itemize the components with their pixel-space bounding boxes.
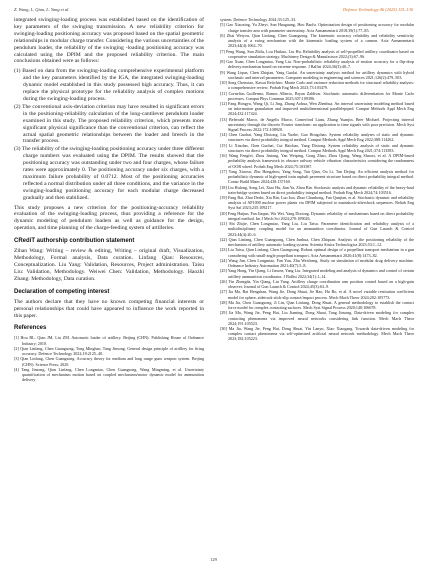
reference-item[interactable]: [21] Shi Zhijie, Chen Longmiao, Yang Liu, Liu Taisu. Parameter identification and reliability analysis of a multidisciplinary coupling model for an ammunition coordinator. Journal of Gun Launch & Control 2023;44(4):20–6. <box>220 221 414 237</box>
page-number: 129 <box>210 557 217 562</box>
reference-item[interactable]: [23] Liu Taisu, Qian Linfang, Chen Guangsong. Robust optimal design of a propellant transport mechanism in a gun considering with small-angle propellant transport. Acta Armamentarii 2020;41(8):1473–82. <box>220 247 414 258</box>
reference-item[interactable]: [13] Belerrahi Marco, de Angelis Marco, Comerford Liam, Zhang Yuanjin, Beer Michael. Projecting interval uncertainty through the discrete Fourier transform: an application to time signals with poor precision. Mech Syst Signal Process 2022;172:108920. <box>220 116 414 132</box>
conclusion-item: (2) The conventional axis-deviation criterion may have resulted in significant errors in the positioning-reliability calculation of the long-cantilever pendulum loader examined in this study. The proposed reliability criterion, which presents more significant physical significance than the conventional criterion, can reflect the actual spatial geometric relationships between the loader and breech in the transfer process. <box>14 103 204 145</box>
header-journal[interactable]: Defence Technology 46 (2025) 115–130 <box>343 7 413 12</box>
conclusion-list <box>14 68 204 201</box>
reference-item[interactable]: [22] Qian Linfang, Chen Guangsong, Chen Junhua, Chen Zhiquan. Analysis of the positioning reliability of the mechanism of artillery automatic loading system. Scientia Sinica Technologica 2023;53:1–12. <box>220 236 414 248</box>
reference-item[interactable]: [27] Jia Ma, Bai Hengshan, Wang Jie, Dong Shuai, Jie Hao, Hu Bo, et al. A novel variable restitution coefficient model for sphere–sidetrack stick-slip contact/impact process. Mech Mach Theor 2024;202:105773. <box>220 289 414 300</box>
reference-item[interactable]: [26] Yin Zhengda, Yin Qiang, Liu Yang. Artillery charge coordination arm position control based on a high-gain observer. Journal of Gun Launch & Control 2024;45(3):63–9. <box>220 278 414 290</box>
credit-heading: CRediT authorship contribution statement <box>14 238 135 245</box>
reference-item[interactable]: [7] Peng Wang, Sun Zhilu, Lou Huikuo, Liu Hu. Reliability analysis of self-propelled artillery coordinator based on cooperative simulation strategy. Machinery Design & Manufacture 2022;(3):67–96. <box>220 48 414 59</box>
reference-list-right <box>220 17 414 342</box>
declaration-text: The authors declare that they have no known competing financial interests or personal relationships that could have appeared to influence the work reported in this paper. <box>14 298 204 319</box>
credit-text: Zihan Wang: Writing – review & editing, Writing – original draft, Visualization, Methodology, Formal analysis, Data curation. Linfang Qian: Resources, Conceptualization. Liu Yang: Validation, Resources, Project administration. Taisu Liu: Validation, Methodology. Weiwei Chen: Validation, Methodology. Haozhi Zhang: Methodology, Data curation. <box>14 248 204 282</box>
reference-item[interactable]: [10] Song Chenxiao, Kawai Reiichiro. Monte Carlo and variance reduction methods for structural reliability analysis: a comprehensive review. Probab Eng Mech 2023;73:103479. <box>220 80 414 91</box>
reference-item[interactable]: [8] Gao Xuan, Chen Longmiao, Yang Liu. Non-probabilistic reliability analysis of motion accuracy for a flip-drop delivery mechanism based on extreme response. J Ballist 2024;36(3):40–7. <box>220 59 414 70</box>
reference-item[interactable]: [15] Li Xiaolan, Chen Guohai, Cui Haichao, Yang Dixiong. System reliability analysis of static and dynamic structures via direct probability integral method. Comput Methods Appl Mech Eng 2021;374:113583. <box>220 142 414 153</box>
reference-item[interactable]: [6] Zhai Weiyou, Qian Linfang, Chen Guangsong. The kinematic accuracy reliability and reliability sensitivity analysis of a swing mechanism with the kinematic loading system of a cannon. Acta Armamentarii 2023;44(4):1062–70. <box>220 32 414 49</box>
reference-item[interactable]: [16] Wang Fengfei, Zhou Jintong, Yan Weiping, Gong Zhao, Zhou Qiang, Wang Shaoxi, et al. A DPIM-based probability analysis framework in obscure railway vehicle vibration characteristics considering the randomness of OOR wheel. Probab Eng Mech 2024;75:103587. <box>220 153 414 169</box>
conclusion-item: (3) The reliability of the swinging-loading positioning accuracy under three different charge numbers was evaluated using the DPIM. The results showed that the positioning accuracy was outstanding under two and four charges, whose failure rates were approximately 0. The positioning accuracy under six charges, with a maximum failure probability of 0.0712. Most of the positioning accuracies reflected a normal distribution under all three conditions, and the variance in the swinging-loading positioning accuracy for each modular charge decreased gradually and then stabilized. <box>14 146 204 201</box>
reference-item[interactable]: [11] Cornelius Guillermo, Ramos Alberto, Bryan Zaldivar. Stochastic automatic differentiation for Monte Carlo processes. Comput Phys Commun 2025;307:109396. <box>220 90 414 101</box>
reference-item[interactable]: [5] Gao Xiaoxing, Yu Zheyi, Sun Huaguang, Hou Baolu. Optimization design of positioning accuracy for modular charge transfer arm with parameter uncertainty. Acta Armamentarii 2018;39(1):77–85. <box>220 22 414 33</box>
reference-item[interactable]: system. Defence Technology 2024;33:125–33. <box>220 17 297 22</box>
reference-item[interactable]: [14] Chen Guohai, Yang Dixiong, Liu Yuzhe, Guo Hongchao. System reliability analyses of static and dynamic structures via direct probability integral method. Comput Methods Appl Mech Eng 2022;388:114262. <box>220 132 414 143</box>
reference-item[interactable]: [19] Fang Bai, Zhai Deshi, Xia Bin, Luo Jun, Zhao Chunhong, Fan Qunjian, et al. Stochastic dynamic and reliability analysis of AP1000 nuclear power plants via DPIM subjected to mainshock-aftershock sequences. Reliab Eng Syst Saf 2023;235:109217. <box>220 195 414 211</box>
reference-item[interactable]: [20] Feng Haijun, Fan Jiaqun, Wu Wei, Yang Dixiong. Dynamic reliability of mechanisms based on direct probability integral method. Int J Mech Sci 2024;270:109026. <box>220 210 414 221</box>
reference-item[interactable]: [3] Qian Linfang, Chen Guangsong. Accuracy theory for medium and long range guns weapon system. Beijing (CHN): Science Press; 2020. <box>14 356 204 367</box>
reference-item[interactable]: [1] Hou BL, Qian JM, Liu ZM. Automatic loader of artillery. Beijing (CHN): Publishing House of Ordnance Industry; 2010. <box>14 335 204 346</box>
reference-item[interactable]: [17] Yang Xiaoxu, Zhu Hongzhou, Yang Song, Tan Qian, Ou Li, Tan Dejing. An efficient analysis method for probabilistic dynamic of high-speed train asphalt pavement structure based on direct probability integral method. Constr Build Mater 2024;438:137160. <box>220 168 414 185</box>
reference-item[interactable]: [18] Liu Hulong, Song Lei, Xiao Hu, Jian Ya, Zhou Bin. Stochastic analysis and dynamic reliability of the heavy-haul train-bridge system based on direct probability integral method. Probab Eng Mech 2024;74:103516. <box>220 184 414 195</box>
declaration-heading: Declaration of competing interest <box>14 288 110 295</box>
header-authors: Z. Wang, L. Qian, L. Yang et al. <box>14 7 70 12</box>
conclusion-item: (1) Based on data from the swinging-loading comprehensive experimental platform and the key parameters identified by the IGA, the integrated swinging-loading dynamic model established in this study possessed high accuracy. Thus, it can replace the physical prototype for the reliability analysis of complex motions during the swinging-loading process. <box>14 68 204 102</box>
reference-item[interactable]: [24] Wang Jun, Chen Longmiao, Fan Yun, Zhu Weicheng. Study on simulation of modular drug delivery machine. Ordnance Industry Automation 2021;40(7):5–8. <box>220 257 414 269</box>
left-column <box>14 17 204 548</box>
reference-item[interactable]: [9] Wang Liqun, Chen Zhiqian, Yang Guolai. An uncertainty analysis method for artillery dynamics with hybrid stochastic and interval parameters. Computer modeling in engineering and sciences 2021;126(2):479–503. <box>220 69 414 80</box>
right-column <box>220 17 414 548</box>
reference-item[interactable]: [30] Ma Jia, Wang Jie, Peng Hui, Dong Shuai, Yin Lanyu, Xiao Xiaogang. Towards data-driven modeling for complex contact phenomena via self-optimized artificial neural network methodology. Mech Mach Theor 2023;182:105223. <box>220 326 414 342</box>
reference-item[interactable]: [25] Yang Hong, Yin Qiang, Li Jiawen, Yang Liu. Integrated modeling and analysis of dynamics and control of certain artillery ammunition coordinator. J Ballist 2022;34(1):1–14. <box>220 268 414 279</box>
reference-item[interactable]: [2] Qian Linfang, Chen Guangsong, Tong Minghao, Tang Jinsong. General design principle of artillery for firing accuracy. Defence Technology 2022;18:2125–40. <box>14 345 204 357</box>
conclusion-closing: This study proposes a new criterion for the positioning-accuracy reliability evaluation of the swinging-loading process, thus providing a reference for the dynamic modeling of pendulum loaders as well as guidance for the design, operation, and time planning of the charge-feeding system of artilleries. <box>14 204 204 232</box>
reference-list-left <box>14 335 204 382</box>
conclusion-intro: integrated swinging-loading process was established based on the identification of key parameters of the swinging transmission. A new reliability criterion for swinging-loading positioning accuracy was proposed based on the spatial geometric relationships in modular charge transfer. Considering the various uncertainties of the pendulum loader, the reliability of the swinging -loading positioning accuracy was calculated using the DPIM and the proposed reliability criterion. The main conclusions obtained were as follows: <box>14 17 204 65</box>
references-heading: References <box>14 325 47 332</box>
reference-item[interactable]: [12] Fang Hongyu, Wang Qi, Li Jing, Zhang Aohua, Wen Zhenhua. An interval uncertainty modeling method based on information granulation and improved multidimensional parallelepiped. Comput Methods Appl Mech Eng 2024;432:117424. <box>220 101 414 117</box>
reference-item[interactable]: [28] Ma Jia, Chen Guangsong, Ji Lin, Qian Linfang, Dong Shuai. A general methodology to establish the contact force model for complex contacting surfaces. Mech Syst Signal Process 2020;140:106678. <box>220 299 414 311</box>
reference-item[interactable]: [4] Tang Jinsong, Qian Linfang, Chen Longmiao, Chen Guangsong, Wang Mingming, et al. Uncertainty quantification of mechanism motion based on coupled mechanism/motor dynamic model for ammunition delivery <box>14 366 204 383</box>
running-header <box>14 7 413 12</box>
reference-item[interactable]: [29] Jia Ma, Wang Jie, Peng Hui, Liu Jiaming, Dong Shuai, Tang Jinsong. Data-driven modeling for complex contacting phenomena via improved neural networks considering link function. Mech Mach Theor 2024;191:105523. <box>220 310 414 326</box>
